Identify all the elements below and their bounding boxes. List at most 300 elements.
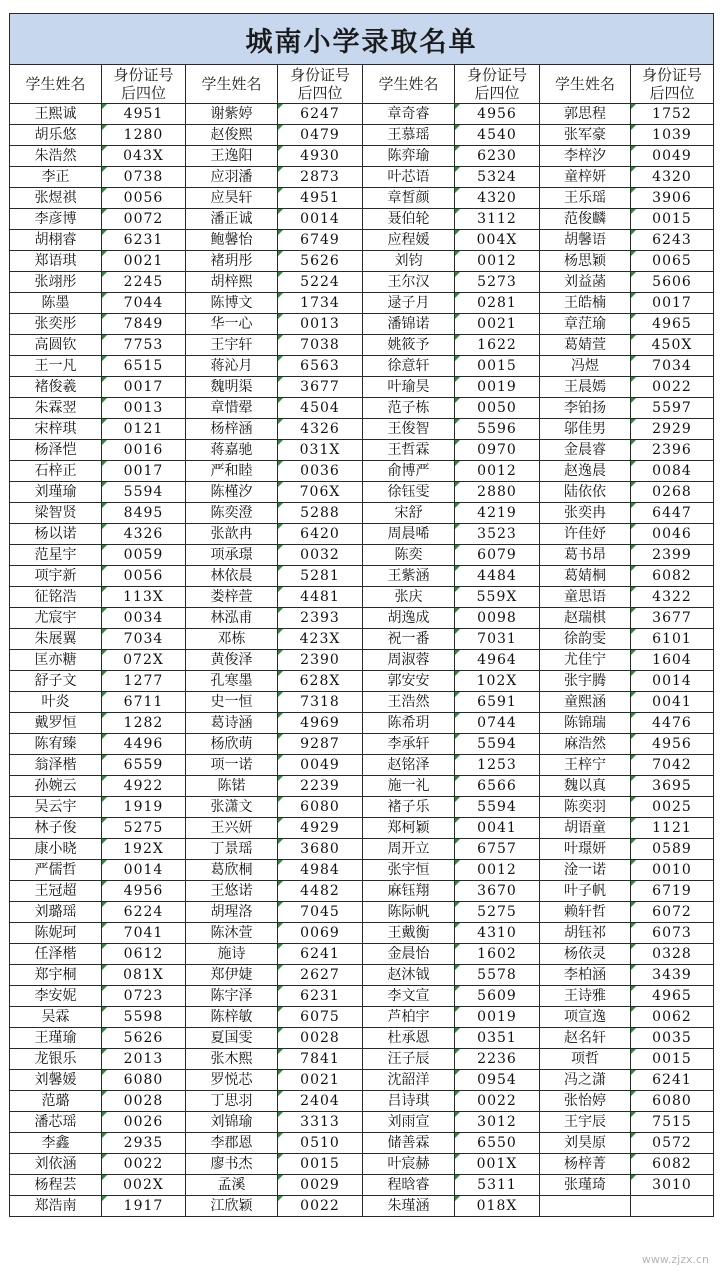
id-last-four-cell: 2396 bbox=[631, 440, 714, 461]
id-last-four-cell: 4484 bbox=[455, 566, 540, 587]
student-name-cell: 王戴衡 bbox=[363, 923, 455, 944]
student-name-cell: 王哲霖 bbox=[363, 440, 455, 461]
student-name-cell: 刘锦瑜 bbox=[186, 1112, 278, 1133]
id-last-four-cell: 4504 bbox=[278, 398, 363, 419]
student-name-cell: 赵逸晨 bbox=[540, 461, 631, 482]
student-name-cell: 朱展翼 bbox=[10, 629, 102, 650]
id-last-four-cell: 113X bbox=[102, 587, 186, 608]
student-name-cell: 刘馨媛 bbox=[10, 1070, 102, 1091]
id-last-four-cell: 5275 bbox=[102, 818, 186, 839]
student-name-cell: 史一恒 bbox=[186, 692, 278, 713]
student-name-cell: 冯煜 bbox=[540, 356, 631, 377]
header-id-line2: 后四位 bbox=[474, 84, 520, 102]
id-last-four-cell: 5609 bbox=[455, 986, 540, 1007]
student-name-cell: 周晨唏 bbox=[363, 524, 455, 545]
id-last-four-cell: 6247 bbox=[278, 104, 363, 125]
student-name-cell: 王浩然 bbox=[363, 692, 455, 713]
student-name-cell: 王乐瑶 bbox=[540, 188, 631, 209]
student-name-cell: 刘益菡 bbox=[540, 272, 631, 293]
table-row bbox=[10, 503, 714, 524]
table-row bbox=[10, 230, 714, 251]
student-name-cell: 娄梓萱 bbox=[186, 587, 278, 608]
student-name-cell: 尤佳宁 bbox=[540, 650, 631, 671]
student-name-cell: 舒子文 bbox=[10, 671, 102, 692]
id-last-four-cell: 3670 bbox=[455, 881, 540, 902]
student-name-cell: 王宇辰 bbox=[540, 1112, 631, 1133]
id-last-four-cell: 0012 bbox=[455, 251, 540, 272]
student-name-cell: 杨依灵 bbox=[540, 944, 631, 965]
student-name-cell: 郑伊婕 bbox=[186, 965, 278, 986]
student-name-cell: 陈奕羽 bbox=[540, 797, 631, 818]
student-name-cell: 魏明渠 bbox=[186, 377, 278, 398]
student-name-cell: 王梓宁 bbox=[540, 755, 631, 776]
student-name-cell: 康小晓 bbox=[10, 839, 102, 860]
id-last-four-cell: 102X bbox=[455, 671, 540, 692]
id-last-four-cell: 4922 bbox=[102, 776, 186, 797]
student-name-cell: 杜承恩 bbox=[363, 1028, 455, 1049]
id-last-four-cell: 6241 bbox=[631, 1070, 714, 1091]
id-last-four-cell: 0015 bbox=[631, 209, 714, 230]
student-name-cell: 王一凡 bbox=[10, 356, 102, 377]
id-last-four-cell: 0013 bbox=[102, 398, 186, 419]
student-name-cell: 陈际帆 bbox=[363, 902, 455, 923]
table-row bbox=[10, 293, 714, 314]
table-row bbox=[10, 398, 714, 419]
id-last-four-cell: 081X bbox=[102, 965, 186, 986]
student-name-cell: 王冠超 bbox=[10, 881, 102, 902]
id-last-four-cell: 0025 bbox=[631, 797, 714, 818]
id-last-four-cell: 0572 bbox=[631, 1133, 714, 1154]
student-name-cell: 严和睦 bbox=[186, 461, 278, 482]
id-last-four-cell: 0021 bbox=[455, 314, 540, 335]
id-last-four-cell: 0019 bbox=[455, 1007, 540, 1028]
table-body bbox=[10, 104, 714, 1217]
table-row bbox=[10, 461, 714, 482]
id-last-four-cell: 5626 bbox=[278, 251, 363, 272]
student-name-cell: 翁泽楷 bbox=[10, 755, 102, 776]
id-last-four-cell: 0016 bbox=[102, 440, 186, 461]
student-name-cell: 高圆钦 bbox=[10, 335, 102, 356]
id-last-four-cell: 0012 bbox=[455, 461, 540, 482]
id-last-four-cell: 5606 bbox=[631, 272, 714, 293]
id-last-four-cell: 0036 bbox=[278, 461, 363, 482]
id-last-four-cell: 0035 bbox=[631, 1028, 714, 1049]
id-last-four-cell: 1752 bbox=[631, 104, 714, 125]
id-last-four-cell: 0022 bbox=[631, 377, 714, 398]
student-name-cell: 张歆冉 bbox=[186, 524, 278, 545]
student-name-cell: 章茳瑜 bbox=[540, 314, 631, 335]
id-last-four-cell: 4951 bbox=[102, 104, 186, 125]
student-name-cell: 胡瑆洛 bbox=[186, 902, 278, 923]
id-last-four-cell: 2399 bbox=[631, 545, 714, 566]
id-last-four-cell: 706X bbox=[278, 482, 363, 503]
student-name-cell: 姚筱予 bbox=[363, 335, 455, 356]
id-last-four-cell: 5281 bbox=[278, 566, 363, 587]
id-last-four-cell: 7753 bbox=[102, 335, 186, 356]
id-last-four-cell: 6719 bbox=[631, 881, 714, 902]
id-last-four-cell: 1282 bbox=[102, 713, 186, 734]
id-last-four-cell: 6563 bbox=[278, 356, 363, 377]
id-last-four-cell: 5594 bbox=[455, 797, 540, 818]
id-last-four-cell: 8495 bbox=[102, 503, 186, 524]
id-last-four-cell: 4965 bbox=[631, 314, 714, 335]
student-name-cell: 童梓妍 bbox=[540, 167, 631, 188]
student-name-cell: 徐钰雯 bbox=[363, 482, 455, 503]
id-last-four-cell: 0017 bbox=[102, 377, 186, 398]
table-row bbox=[10, 839, 714, 860]
student-name-cell: 谢紫婷 bbox=[186, 104, 278, 125]
student-name-cell: 朱浩然 bbox=[10, 146, 102, 167]
id-last-four-cell: 7318 bbox=[278, 692, 363, 713]
id-last-four-cell: 6072 bbox=[631, 902, 714, 923]
id-last-four-cell: 0281 bbox=[455, 293, 540, 314]
table-row bbox=[10, 377, 714, 398]
id-last-four-cell: 0014 bbox=[631, 671, 714, 692]
id-last-four-cell: 0022 bbox=[455, 1091, 540, 1112]
student-name-cell: 褚子乐 bbox=[363, 797, 455, 818]
id-last-four-cell: 2239 bbox=[278, 776, 363, 797]
id-last-four-cell: 0612 bbox=[102, 944, 186, 965]
id-last-four-cell: 0744 bbox=[455, 713, 540, 734]
id-last-four-cell: 6082 bbox=[631, 566, 714, 587]
table-row bbox=[10, 1175, 714, 1196]
id-last-four-cell: 1121 bbox=[631, 818, 714, 839]
table-row bbox=[10, 188, 714, 209]
id-last-four-cell: 0014 bbox=[278, 209, 363, 230]
student-name-cell: 张翊彤 bbox=[10, 272, 102, 293]
student-name-cell: 陆依依 bbox=[540, 482, 631, 503]
id-last-four-cell: 0010 bbox=[631, 860, 714, 881]
id-last-four-cell: 7042 bbox=[631, 755, 714, 776]
id-last-four-cell: 7031 bbox=[455, 629, 540, 650]
id-last-four-cell: 4929 bbox=[278, 818, 363, 839]
id-last-four-cell: 1602 bbox=[455, 944, 540, 965]
student-name-cell: 杨泽恺 bbox=[10, 440, 102, 461]
id-last-four-cell: 6082 bbox=[631, 1154, 714, 1175]
id-last-four-cell: 4951 bbox=[278, 188, 363, 209]
student-name-cell: 陈博文 bbox=[186, 293, 278, 314]
id-last-four-cell: 1253 bbox=[455, 755, 540, 776]
header-id-line1: 身份证号 bbox=[289, 66, 350, 84]
id-last-four-cell: 9287 bbox=[278, 734, 363, 755]
student-name-cell: 石梓正 bbox=[10, 461, 102, 482]
student-name-cell: 陈宥臻 bbox=[10, 734, 102, 755]
student-name-cell: 冯之潇 bbox=[540, 1070, 631, 1091]
student-name-cell: 叶璟妍 bbox=[540, 839, 631, 860]
student-name-cell: 李正 bbox=[10, 167, 102, 188]
student-name-cell: 戴罗恒 bbox=[10, 713, 102, 734]
student-name-cell: 陈沐萱 bbox=[186, 923, 278, 944]
student-name-cell: 项哲 bbox=[540, 1049, 631, 1070]
student-name-cell: 龙银乐 bbox=[10, 1049, 102, 1070]
id-last-four-cell: 7034 bbox=[102, 629, 186, 650]
student-name-cell: 胡语童 bbox=[540, 818, 631, 839]
student-name-cell: 徐意轩 bbox=[363, 356, 455, 377]
id-last-four-cell: 423X bbox=[278, 629, 363, 650]
id-last-four-cell: 2390 bbox=[278, 650, 363, 671]
student-name-cell: 王熙诚 bbox=[10, 104, 102, 125]
student-name-cell: 胡逸成 bbox=[363, 608, 455, 629]
student-name-cell: 张庆 bbox=[363, 587, 455, 608]
table-row bbox=[10, 209, 714, 230]
student-name-cell: 杨欣萌 bbox=[186, 734, 278, 755]
id-last-four-cell: 0059 bbox=[102, 545, 186, 566]
student-name-cell: 蒋沁月 bbox=[186, 356, 278, 377]
header-id-line2: 后四位 bbox=[649, 84, 695, 102]
student-name-cell: 张瑾琦 bbox=[540, 1175, 631, 1196]
student-name-cell: 赵瑞棋 bbox=[540, 608, 631, 629]
id-last-four-cell: 2929 bbox=[631, 419, 714, 440]
table-row bbox=[10, 587, 714, 608]
id-last-four-cell: 4320 bbox=[631, 167, 714, 188]
student-name-cell: 叶芯语 bbox=[363, 167, 455, 188]
id-last-four-cell: 4540 bbox=[455, 125, 540, 146]
table-row bbox=[10, 881, 714, 902]
id-last-four-cell: 7515 bbox=[631, 1112, 714, 1133]
student-name-cell: 赵名轩 bbox=[540, 1028, 631, 1049]
table-row bbox=[10, 356, 714, 377]
id-last-four-cell: 0017 bbox=[102, 461, 186, 482]
table-row bbox=[10, 440, 714, 461]
student-name-cell: 潘正诚 bbox=[186, 209, 278, 230]
student-name-cell: 张煜祺 bbox=[10, 188, 102, 209]
id-last-four-cell: 3523 bbox=[455, 524, 540, 545]
student-name-cell: 杨思颖 bbox=[540, 251, 631, 272]
id-last-four-cell: 043X bbox=[102, 146, 186, 167]
table-row bbox=[10, 629, 714, 650]
id-last-four-cell: 0029 bbox=[278, 1175, 363, 1196]
student-name-cell: 程晗睿 bbox=[363, 1175, 455, 1196]
student-name-cell: 陈槿汐 bbox=[186, 482, 278, 503]
id-last-four-cell: 2013 bbox=[102, 1049, 186, 1070]
student-name-cell: 朱霖翌 bbox=[10, 398, 102, 419]
id-last-four-cell: 6073 bbox=[631, 923, 714, 944]
id-last-four-cell: 5224 bbox=[278, 272, 363, 293]
student-name-cell: 林泓甫 bbox=[186, 608, 278, 629]
id-last-four-cell: 7045 bbox=[278, 902, 363, 923]
student-name-cell: 胡梓熙 bbox=[186, 272, 278, 293]
student-name-cell: 周开立 bbox=[363, 839, 455, 860]
student-name-cell: 孔寒墨 bbox=[186, 671, 278, 692]
header-id-last-four bbox=[455, 65, 540, 104]
header-student-name: 学生姓名 bbox=[363, 65, 455, 104]
student-name-cell: 童熙涵 bbox=[540, 692, 631, 713]
student-name-cell: 张怡婷 bbox=[540, 1091, 631, 1112]
student-name-cell: 徐韵雯 bbox=[540, 629, 631, 650]
id-last-four-cell: 0041 bbox=[631, 692, 714, 713]
table-row bbox=[10, 671, 714, 692]
id-last-four-cell: 4956 bbox=[102, 881, 186, 902]
student-name-cell: 张军豪 bbox=[540, 125, 631, 146]
student-name-cell: 邓栋 bbox=[186, 629, 278, 650]
id-last-four-cell: 4956 bbox=[455, 104, 540, 125]
student-name-cell: 胡钰祁 bbox=[540, 923, 631, 944]
student-name-cell: 王悠诺 bbox=[186, 881, 278, 902]
student-name-cell: 杨梓涵 bbox=[186, 419, 278, 440]
id-last-four-cell: 018X bbox=[455, 1196, 540, 1217]
id-last-four-cell: 0015 bbox=[455, 356, 540, 377]
id-last-four-cell: 6420 bbox=[278, 524, 363, 545]
student-name-cell: 陈锘 bbox=[186, 776, 278, 797]
student-name-cell: 陈奕 bbox=[363, 545, 455, 566]
id-last-four-cell: 7841 bbox=[278, 1049, 363, 1070]
table-row bbox=[10, 1007, 714, 1028]
student-name-cell: 叶子帆 bbox=[540, 881, 631, 902]
student-name-cell: 郑浩南 bbox=[10, 1196, 102, 1217]
id-last-four-cell: 0970 bbox=[455, 440, 540, 461]
student-name-cell: 赵沐钺 bbox=[363, 965, 455, 986]
table-row bbox=[10, 776, 714, 797]
table-row bbox=[10, 1028, 714, 1049]
id-last-four-cell: 3680 bbox=[278, 839, 363, 860]
id-last-four-cell: 3677 bbox=[278, 377, 363, 398]
header-id-line1: 身份证号 bbox=[641, 66, 702, 84]
id-last-four-cell: 2236 bbox=[455, 1049, 540, 1070]
student-name-cell: 项承璟 bbox=[186, 545, 278, 566]
student-name-cell: 陈梓敏 bbox=[186, 1007, 278, 1028]
student-name-cell: 葛诗涵 bbox=[186, 713, 278, 734]
student-name-cell: 陈希玥 bbox=[363, 713, 455, 734]
table-row bbox=[10, 482, 714, 503]
student-name-cell: 范俊麟 bbox=[540, 209, 631, 230]
student-name-cell: 金晨怡 bbox=[363, 944, 455, 965]
id-last-four-cell: 0026 bbox=[102, 1112, 186, 1133]
student-name-cell: 征铭浩 bbox=[10, 587, 102, 608]
student-name-cell: 任泽楷 bbox=[10, 944, 102, 965]
id-last-four-cell: 5324 bbox=[455, 167, 540, 188]
id-last-four-cell: 5596 bbox=[455, 419, 540, 440]
id-last-four-cell: 6101 bbox=[631, 629, 714, 650]
student-name-cell: 应羽潘 bbox=[186, 167, 278, 188]
student-name-cell: 储善霖 bbox=[363, 1133, 455, 1154]
id-last-four-cell: 6757 bbox=[455, 839, 540, 860]
id-last-four-cell: 0351 bbox=[455, 1028, 540, 1049]
table-row bbox=[10, 1196, 714, 1217]
id-last-four-cell: 3677 bbox=[631, 608, 714, 629]
id-last-four-cell: 5626 bbox=[102, 1028, 186, 1049]
student-name-cell: 周淑蓉 bbox=[363, 650, 455, 671]
id-last-four-cell: 004X bbox=[455, 230, 540, 251]
student-name-cell: 褚玥彤 bbox=[186, 251, 278, 272]
student-name-cell: 陈妮珂 bbox=[10, 923, 102, 944]
student-name-cell: 王慕瑶 bbox=[363, 125, 455, 146]
student-name-cell: 王兴妍 bbox=[186, 818, 278, 839]
student-name-cell: 张宇腾 bbox=[540, 671, 631, 692]
table-row bbox=[10, 1091, 714, 1112]
id-last-four-cell: 0032 bbox=[278, 545, 363, 566]
table-row bbox=[10, 1049, 714, 1070]
table-row bbox=[10, 797, 714, 818]
header-id-line2: 后四位 bbox=[120, 84, 166, 102]
id-last-four-cell: 4956 bbox=[631, 734, 714, 755]
student-name-cell: 王逸阳 bbox=[186, 146, 278, 167]
id-last-four-cell: 0022 bbox=[102, 1154, 186, 1175]
student-name-cell: 鲍馨怡 bbox=[186, 230, 278, 251]
student-name-cell: 应昊轩 bbox=[186, 188, 278, 209]
id-last-four-cell: 2935 bbox=[102, 1133, 186, 1154]
id-last-four-cell: 5597 bbox=[631, 398, 714, 419]
student-name-cell: 陈弈瑜 bbox=[363, 146, 455, 167]
id-last-four-cell: 6566 bbox=[455, 776, 540, 797]
student-name-cell: 夏国雯 bbox=[186, 1028, 278, 1049]
student-name-cell: 江欣颖 bbox=[186, 1196, 278, 1217]
id-last-four-cell: 0062 bbox=[631, 1007, 714, 1028]
student-name-cell: 项宣逸 bbox=[540, 1007, 631, 1028]
table-row bbox=[10, 1070, 714, 1091]
student-name-cell: 许佳妤 bbox=[540, 524, 631, 545]
student-name-cell: 郑语琪 bbox=[10, 251, 102, 272]
student-name-cell: 罗悦芯 bbox=[186, 1070, 278, 1091]
id-last-four-cell: 0015 bbox=[278, 1154, 363, 1175]
student-name-cell: 叶炎 bbox=[10, 692, 102, 713]
id-last-four-cell: 4969 bbox=[278, 713, 363, 734]
id-last-four-cell: 4930 bbox=[278, 146, 363, 167]
admission-list-table bbox=[9, 13, 714, 1217]
id-last-four-cell: 4984 bbox=[278, 860, 363, 881]
id-last-four-cell: 1917 bbox=[102, 1196, 186, 1217]
student-name-cell: 李彦博 bbox=[10, 209, 102, 230]
id-last-four-cell: 5594 bbox=[455, 734, 540, 755]
table-row bbox=[10, 818, 714, 839]
id-last-four-cell: 4326 bbox=[278, 419, 363, 440]
id-last-four-cell: 6591 bbox=[455, 692, 540, 713]
id-last-four-cell: 6080 bbox=[631, 1091, 714, 1112]
header-student-name: 学生姓名 bbox=[186, 65, 278, 104]
id-last-four-cell: 2393 bbox=[278, 608, 363, 629]
table-row bbox=[10, 650, 714, 671]
student-name-cell: 吴云宇 bbox=[10, 797, 102, 818]
student-name-cell: 郑柯颖 bbox=[363, 818, 455, 839]
id-last-four-cell: 0084 bbox=[631, 461, 714, 482]
id-last-four-cell: 0046 bbox=[631, 524, 714, 545]
student-name-cell: 刘雨宣 bbox=[363, 1112, 455, 1133]
page-title: 城南小学录取名单 bbox=[10, 14, 714, 65]
id-last-four-cell: 2880 bbox=[455, 482, 540, 503]
student-name-cell: 李承轩 bbox=[363, 734, 455, 755]
student-name-cell: 胡栩睿 bbox=[10, 230, 102, 251]
id-last-four-cell: 3906 bbox=[631, 188, 714, 209]
student-name-cell: 梁智贤 bbox=[10, 503, 102, 524]
id-last-four-cell: 6515 bbox=[102, 356, 186, 377]
student-name-cell: 杨程芸 bbox=[10, 1175, 102, 1196]
id-last-four-cell: 192X bbox=[102, 839, 186, 860]
student-name-cell: 王尔汉 bbox=[363, 272, 455, 293]
header-student-name: 学生姓名 bbox=[540, 65, 631, 104]
table-row bbox=[10, 125, 714, 146]
id-last-four-cell: 0013 bbox=[278, 314, 363, 335]
id-last-four-cell: 7038 bbox=[278, 335, 363, 356]
id-last-four-cell: 5578 bbox=[455, 965, 540, 986]
student-name-cell: 李梓汐 bbox=[540, 146, 631, 167]
student-name-cell: 王俊智 bbox=[363, 419, 455, 440]
table-row bbox=[10, 104, 714, 125]
student-name-cell: 汪子辰 bbox=[363, 1049, 455, 1070]
id-last-four-cell: 1919 bbox=[102, 797, 186, 818]
student-name-cell: 葛书昂 bbox=[540, 545, 631, 566]
id-last-four-cell: 4310 bbox=[455, 923, 540, 944]
student-name-cell: 李郡恩 bbox=[186, 1133, 278, 1154]
student-name-cell: 王瑾瑜 bbox=[10, 1028, 102, 1049]
header-id-last-four bbox=[278, 65, 363, 104]
id-last-four-cell: 0034 bbox=[102, 608, 186, 629]
student-name-cell: 葛婧萱 bbox=[540, 335, 631, 356]
table-row bbox=[10, 755, 714, 776]
id-last-four-cell: 0049 bbox=[278, 755, 363, 776]
table-row bbox=[10, 335, 714, 356]
student-name-cell: 孟溪 bbox=[186, 1175, 278, 1196]
id-last-four-cell: 0049 bbox=[631, 146, 714, 167]
student-name-cell: 蒋嘉驰 bbox=[186, 440, 278, 461]
